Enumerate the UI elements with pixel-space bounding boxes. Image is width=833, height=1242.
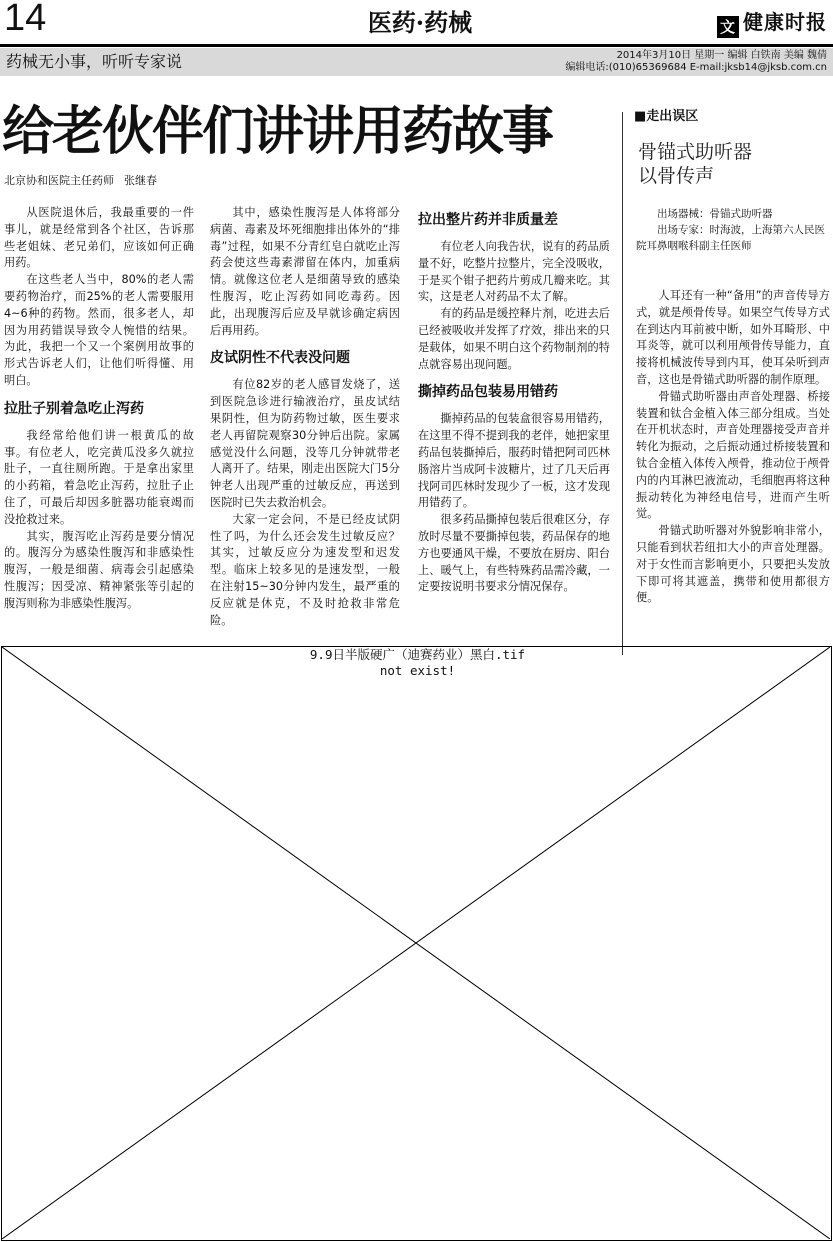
edition-date-editors: 2014年3月10日 星期一 编辑 白铁南 美编 魏倩 — [616, 50, 827, 61]
sidebar-expert: 出场专家：时海波，上海第六人民医院耳鼻咽喉科副主任医师 — [636, 224, 825, 252]
header-rule — [0, 44, 833, 47]
paragraph: 其中，感染性腹泻是人体将部分病菌、毒素及坏死细胞排出体外的“排毒”过程，如果不分青红皂白就吃止泻药会使这些毒素滞留在体内，加重病情。就像这位老人是细菌导致的感染性腹泻，吃止泻药如同吃毒药。因此，出现腹泻后应及早就诊确定病因后再用药。 — [210, 206, 400, 337]
subheading: 皮试阴性不代表没问题 — [210, 350, 350, 367]
paragraph: 撕掉药品的包装盒很容易用错药，在这里不得不提到我的老伴，她把家里药品包装撕掉后，服药时错把阿司匹林肠溶片当成阿卡波糖片，过了几天后再找阿司匹林时发现少了一板，这才发现用错药了。 — [418, 412, 610, 510]
sidebar-device: 出场器械：骨锚式助听器 — [657, 208, 773, 220]
paragraph: 其实，腹泻吃止泻药是要分情况的。腹泻分为感染性腹泻和非感染性腹泻，一般是细菌、病毒会引起感染性腹泻；因受凉、精神紧张等引起的腹泻则称为非感染性腹泻。 — [4, 529, 194, 610]
sidebar-body — [636, 288, 830, 607]
paragraph: 在这些老人当中，80%的老人需要药物治疗，而25%的老人需要服用4~6种的药物。然而，很多老人，却因为用药错误导致令人惋惜的结果。为此，我把一个又一个案例用故事的形式告诉老人们，让他们听得懂、用明白。 — [4, 273, 194, 387]
paragraph: 人耳还有一种“备用”的声音传导方式，就是颅骨传导。如果空气传导方式在到达内耳前被中断，如外耳畸形、中耳炎等，就可以利用颅骨传导能力，直接将机械波传导到内耳，使耳朵听到声音，这也是骨锚式助听器的制作原理。 — [636, 289, 830, 386]
paragraph: 我经常给他们讲一根黄瓜的故事。有位老人，吃完黄瓜没多久就拉肚子，一直往厕所跑。于是拿出家里的小药箱，着急吃止泻药，拉肚子止住了，可最后却因多脏器功能衰竭而没抢救过来。 — [4, 428, 194, 526]
paragraph: 大家一定会问，不是已经皮试阴性了吗，为什么还会发生过敏反应？其实，过敏反应分为速发型和迟发型。临床上较多见的是速发型，一般在注射15~30分钟内发生，最严重的反应就是休克，不及时抢救非常危险。 — [210, 512, 400, 627]
sidebar-divider — [622, 112, 623, 655]
masthead-title: 健康时报 — [743, 10, 827, 34]
sidebar-label: ■走出误区 — [634, 109, 699, 124]
article-column-3 — [418, 205, 610, 596]
missing-file-name: 9.9日半版硬广（迪赛药业）黑白.tif — [307, 647, 528, 662]
edition-meta — [565, 50, 827, 74]
paragraph: 骨锚式助听器由声音处理器、桥接装置和钛合金植入体三部分组成。当处在开机状态时，声音处理器接受声音并转化为振动，之后振动通过桥接装置和钛合金植入体传入颅骨，推动位于颅骨内的内耳淋巴液流动，毛细胞再将这种振动转化为神经电信号，进而产生听觉。 — [636, 389, 830, 521]
paragraph: 有位82岁的老人感冒发烧了，送到医院急诊进行输液治疗，虽皮试结果阴性，但为防药物过敏，医生要求老人再留院观察30分钟后出院。家属感觉没什么问题，没等几分钟就带老人离开了。结果，刚走出医院大门5分钟老人出现严重的过敏反应，再送到医院时已失去救治机会。 — [210, 378, 400, 509]
missing-ad-placeholder — [1, 646, 832, 1241]
byline — [4, 174, 157, 188]
paragraph: 有的药品是缓控释片剂，吃进去后已经被吸收并发挥了疗效，排出来的只是载体，如果不明白这个药物制剂的特点就容易出现问题。 — [418, 307, 610, 371]
missing-file-status: not exist! — [377, 663, 458, 678]
article-headline: 给老伙伴们讲讲用药故事 — [2, 101, 553, 162]
article-column-1 — [4, 205, 194, 613]
section-title: 医药·药械 — [367, 8, 473, 37]
sidebar-title-line: 以骨传声 — [638, 165, 715, 187]
paragraph: 从医院退休后，我最重要的一件事儿，就是经常到各个社区，告诉那些老姐妹、老兄弟们，应该如何正确用药。 — [4, 206, 194, 270]
paragraph: 骨锚式助听器对外貌影响非常小，只能看到状若纽扣大小的声音处理器。对于女性而言影响更小，只要把头发放下即可将其遮盖，携带和使用都很方便。 — [636, 524, 830, 605]
subheading: 拉肚子别着急吃止泻药 — [4, 400, 144, 417]
paragraph: 很多药品撕掉包装后很难区分，存放时尽量不要撕掉包装，药品保存的地方也要通风干燥，不要放在厨房、阳台上、暖气上，有些特殊药品需冷藏，一定要按说明书要求分情况保存。 — [418, 513, 610, 594]
edition-contact: 编辑电话:(010)65369684 E-mail:jksb14@jksb.com.cn — [565, 62, 827, 73]
subheading: 撕掉药品包装易用错药 — [418, 384, 558, 401]
paragraph: 有位老人向我告状，说有的药品质量不好，吃整片拉整片，完全没吸收，于是买个钳子把药片剪成几瓣来吃。其实，这是老人对药品不太了解。 — [418, 240, 610, 304]
missing-ad-message — [2, 647, 833, 679]
page-number: 14 — [4, 0, 47, 39]
subheading: 拉出整片药并非质量差 — [418, 212, 558, 228]
byline-org: 北京协和医院主任药师 — [4, 174, 114, 187]
page-slogan: 药械无小事，听听专家说 — [6, 52, 183, 71]
masthead — [717, 8, 827, 38]
missing-image-cross — [2, 647, 830, 1239]
sidebar-title-line: 骨锚式助听器 — [638, 141, 753, 163]
byline-author: 张继春 — [124, 174, 157, 187]
newspaper-logo: 文 — [717, 16, 739, 38]
article-column-2 — [210, 205, 400, 629]
sidebar-info — [636, 206, 828, 254]
sidebar-title — [638, 140, 752, 188]
